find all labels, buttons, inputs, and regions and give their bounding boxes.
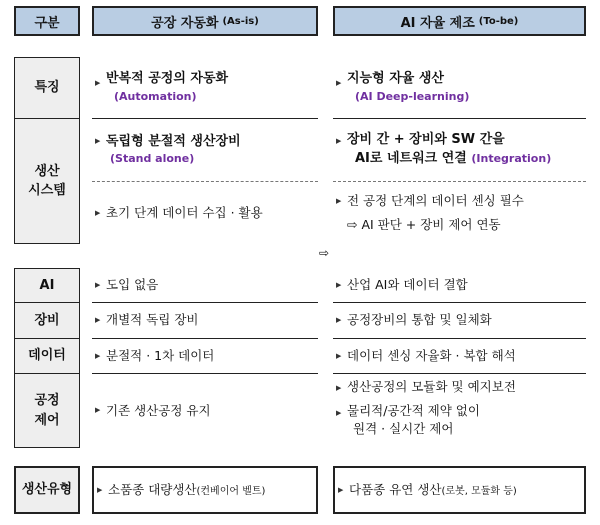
asis-feature-text: 반복적 공정의 자동화 bbox=[106, 71, 229, 87]
asis-production-small: (컨베이어 벨트) bbox=[196, 485, 266, 497]
tobe-equipment-text: 공정장비의 통합 및 일체화 bbox=[347, 312, 492, 328]
asis-feature-en: (Automation) bbox=[114, 89, 197, 103]
bullet-icon: ▶ bbox=[97, 486, 103, 494]
system-label bbox=[14, 118, 80, 244]
row-label-data bbox=[14, 338, 80, 374]
asis-production-cell bbox=[92, 466, 318, 514]
tobe-system-cell-1 bbox=[333, 119, 586, 181]
bullet-icon: ▶ bbox=[336, 197, 342, 205]
tobe-feature-en: (AI Deep-learning) bbox=[355, 89, 470, 103]
asis-production-text: 소품종 대량생산 bbox=[108, 481, 197, 497]
tobe-data-cell bbox=[333, 339, 586, 373]
tobe-data-text: 데이터 센싱 자율화 · 복합 해석 bbox=[347, 347, 516, 363]
row-label-equipment-text: 장비 bbox=[34, 312, 60, 328]
tobe-production-cell bbox=[333, 466, 586, 514]
tobe-equipment-cell bbox=[333, 303, 586, 338]
asis-process-cell bbox=[92, 374, 318, 448]
production-label bbox=[14, 466, 80, 514]
tobe-sub: (To-be) bbox=[478, 15, 519, 27]
system-label-text: 생산 시스템 bbox=[28, 163, 66, 198]
bullet-icon: ▶ bbox=[338, 486, 344, 494]
asis-feature-cell bbox=[92, 57, 318, 118]
tobe-production-small: (로봇, 모듈화 등) bbox=[441, 485, 517, 497]
production-label-text: 생산유형 bbox=[21, 482, 73, 498]
bullet-icon: ▶ bbox=[95, 352, 101, 360]
header-label bbox=[14, 6, 80, 36]
tobe-system-text-2b: ⇨ AI 판단 + 장비 제어 연동 bbox=[347, 217, 501, 232]
tobe-process-text-2b: 원격 · 실시간 제어 bbox=[353, 421, 454, 437]
asis-process-text: 기존 생산공정 유지 bbox=[106, 402, 211, 418]
feature-label-text: 특징 bbox=[34, 80, 60, 96]
row-label-data-text: 데이터 bbox=[28, 348, 66, 364]
bullet-icon: ▶ bbox=[336, 137, 342, 145]
header-label-text: 구분 bbox=[34, 15, 60, 31]
bullet-icon: ▶ bbox=[336, 281, 342, 289]
tobe-system-text-1a: 장비 간 + 장비와 SW 간을 bbox=[347, 132, 505, 148]
asis-ai-cell bbox=[92, 268, 318, 302]
asis-data-text: 분절적 · 1차 데이터 bbox=[106, 347, 215, 363]
bullet-icon: ▶ bbox=[336, 352, 342, 360]
tobe-system-cell-2 bbox=[333, 182, 586, 244]
row-label-process bbox=[14, 373, 80, 448]
asis-equipment-cell bbox=[92, 303, 318, 338]
bullet-icon: ▶ bbox=[336, 316, 342, 324]
row-label-ai bbox=[14, 268, 80, 303]
asis-data-cell bbox=[92, 339, 318, 373]
bullet-icon: ▶ bbox=[95, 281, 101, 289]
feature-label bbox=[14, 57, 80, 119]
asis-title: 공장 자동화 bbox=[151, 15, 219, 31]
bullet-icon: ▶ bbox=[336, 409, 342, 417]
bullet-icon: ▶ bbox=[336, 79, 342, 87]
tobe-system-en-1b: (Integration) bbox=[471, 152, 552, 165]
row-label-process-text: 공정 제어 bbox=[34, 393, 60, 428]
tobe-process-text-2a: 물리적/공간적 제약 없이 bbox=[347, 403, 480, 419]
bullet-icon: ▶ bbox=[95, 209, 101, 217]
tobe-header bbox=[333, 6, 586, 36]
asis-ai-text: 도입 없음 bbox=[106, 276, 159, 292]
tobe-title: AI 자율 제조 bbox=[400, 15, 475, 31]
tobe-process-text-1: 생산공정의 모듈화 및 예지보전 bbox=[347, 379, 516, 394]
row-label-ai-text: AI bbox=[39, 277, 55, 293]
tobe-ai-text: 산업 AI와 데이터 결합 bbox=[347, 276, 468, 292]
asis-system-cell-1 bbox=[92, 119, 318, 181]
bullet-icon: ▶ bbox=[95, 316, 101, 324]
tobe-ai-cell bbox=[333, 268, 586, 302]
row-label-equipment bbox=[14, 302, 80, 339]
asis-header bbox=[92, 6, 318, 36]
asis-system-en-1: (Stand alone) bbox=[110, 152, 195, 166]
tobe-feature-text: 지능형 자율 생산 bbox=[347, 71, 444, 87]
bullet-icon: ▶ bbox=[95, 79, 101, 87]
tobe-system-text-2a: 전 공정 단계의 데이터 센싱 필수 bbox=[347, 192, 524, 208]
tobe-feature-cell bbox=[333, 57, 586, 118]
tobe-production-text: 다품종 유연 생산 bbox=[349, 481, 442, 497]
bullet-icon: ▶ bbox=[336, 384, 342, 392]
asis-equipment-text: 개별적 독립 장비 bbox=[106, 312, 199, 328]
transition-arrow-icon: ⇨ bbox=[319, 246, 330, 260]
bullet-icon: ▶ bbox=[95, 137, 101, 145]
bullet-icon: ▶ bbox=[95, 406, 101, 414]
tobe-process-cell bbox=[333, 374, 586, 448]
asis-system-cell-2 bbox=[92, 182, 318, 244]
asis-system-text-1: 독립형 분절적 생산장비 bbox=[106, 133, 241, 149]
asis-sub: (As-is) bbox=[222, 15, 259, 27]
tobe-system-text-1b: AI로 네트워크 연결 bbox=[355, 151, 467, 166]
asis-system-text-2: 초기 단계 데이터 수집 · 활용 bbox=[106, 204, 263, 220]
